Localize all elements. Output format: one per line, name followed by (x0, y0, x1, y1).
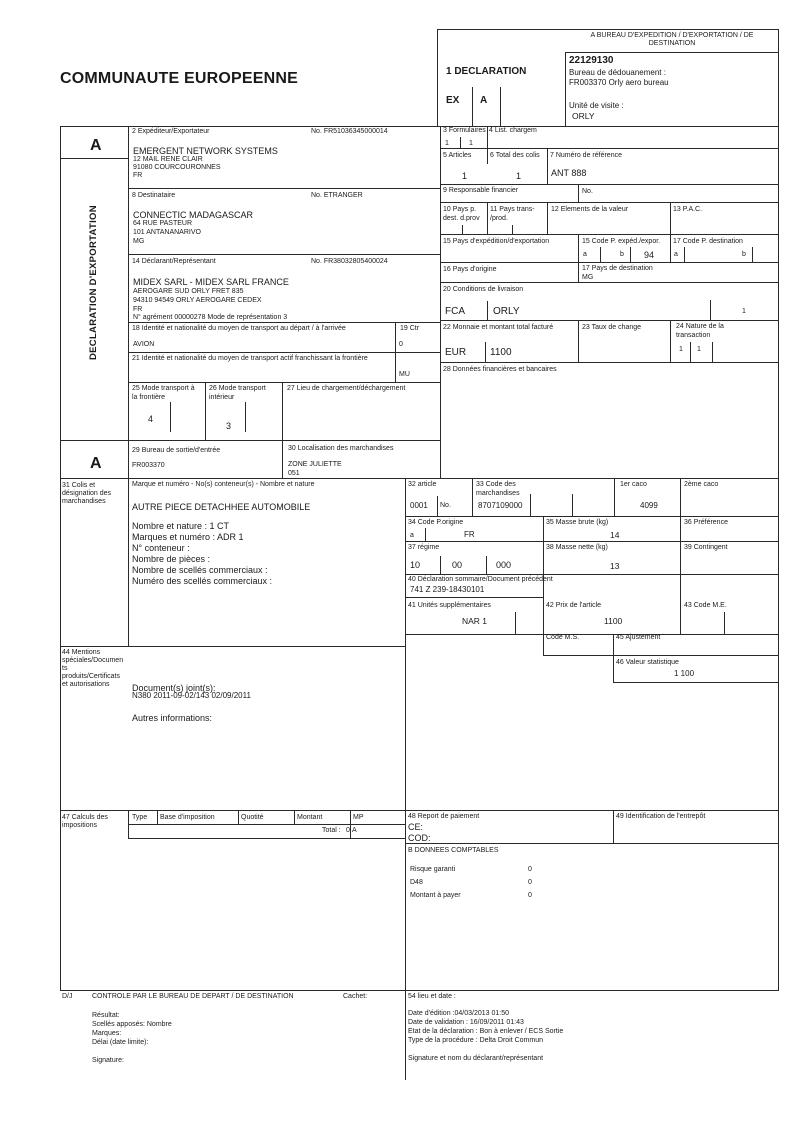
consignee-address-1: 64 RUE PASTEUR (133, 220, 192, 227)
divider (712, 342, 713, 362)
box48-cod: COD: (408, 833, 431, 843)
code-ms-label: Code M.S. (546, 634, 580, 641)
box22-amount: 1100 (490, 347, 512, 358)
divider (170, 402, 171, 432)
box3-label: 3 Formulaires (443, 127, 486, 134)
box2-label: 2 Expéditeur/Exportateur (132, 128, 210, 135)
accounting-row-3-value: 0 (528, 892, 532, 899)
exporter-address-3: FR (133, 172, 143, 179)
box37-value-3: 000 (496, 560, 512, 570)
footer-resultat: Résultat: (92, 1012, 120, 1019)
divider (437, 496, 438, 516)
divider (578, 234, 579, 282)
divider (60, 126, 779, 127)
goods-line-6: Numéro des scellés commerciaux : (132, 576, 273, 586)
declaration-status: Etat de la déclaration : Bon à enlever / ECS Sortie (408, 1028, 564, 1035)
divider (128, 352, 440, 353)
divider (60, 126, 61, 990)
validation-date: Date de validation : 16/09/2011 01:43 (408, 1019, 524, 1026)
divider (690, 342, 691, 362)
divider (578, 184, 579, 202)
accounting-row-2-value: 0 (528, 879, 532, 886)
box17-code-label: 17 Code P. destination (673, 238, 743, 245)
box3-value-1: 1 (445, 140, 449, 147)
tax-col-type: Type (132, 814, 148, 821)
divider (60, 646, 405, 647)
tax-col-mp: MP (353, 814, 364, 821)
box16-label: 16 Pays d'origine (443, 266, 497, 273)
caco-1-value: 4099 (640, 501, 658, 510)
divider (486, 556, 487, 574)
caco-1-label: 1er caco (620, 481, 647, 488)
box31-header: Marque et numéro - No(s) conteneur(s) - Nombre et nature (132, 481, 315, 488)
divider (440, 202, 778, 203)
footer-scelles: Scellés apposés: Nombre (92, 1021, 172, 1028)
box33-label-2: marchandises (476, 490, 520, 497)
exporter-name: EMERGENT NETWORK SYSTEMS (133, 146, 278, 156)
box40-label: 40 Déclaration sommaire/Document précédent (408, 576, 553, 583)
goods-line-1: Nombre et nature : 1 CT (132, 521, 230, 531)
box8-number: No. ETRANGER (311, 192, 363, 199)
box54-label: 54 lieu et date : (408, 993, 456, 1000)
footer-cachet: Cachet: (343, 993, 368, 1000)
declarant-address-2: 94310 94549 ORLY AEROGARE CEDEX (133, 297, 262, 304)
divider (500, 87, 501, 126)
transport-departure-value: AVION (133, 341, 155, 348)
box34-value: FR (464, 530, 475, 539)
divider (440, 148, 778, 149)
divider (405, 843, 779, 844)
divider (405, 516, 779, 517)
box26-value: 3 (226, 421, 232, 431)
box11-label-1: 11 Pays trans- (490, 206, 535, 213)
divider (405, 990, 406, 1080)
divider (128, 126, 129, 646)
accounting-label: B DONNEES COMPTABLES (408, 847, 499, 854)
divider (724, 612, 725, 634)
box28-label: 28 Données financières et bancaires (443, 366, 557, 373)
box25-label-2: la frontière (132, 394, 166, 401)
box44-side-2: spéciales/Documen (62, 657, 124, 664)
declaration-type-a: A (480, 95, 488, 106)
box12-label: 12 Elements de la valeur (551, 206, 629, 213)
divider (128, 824, 405, 825)
box18-label: 18 Identité et nationalité du moyen de transport au départ / à l'arrivée (132, 325, 346, 332)
divider (440, 282, 778, 283)
divider (572, 494, 573, 516)
box23-label: 23 Taux de change (582, 324, 642, 331)
divider (128, 838, 405, 839)
divider (630, 247, 631, 262)
divider (440, 126, 441, 478)
box46-label: 46 Valeur statistique (616, 659, 679, 666)
divider (440, 262, 778, 263)
box19-label: 19 Ctr (400, 325, 420, 332)
box41-label: 41 Unités supplémentaires (408, 602, 491, 609)
box37-value-2: 00 (452, 560, 463, 570)
box24-label-1: 24 Nature de la (676, 323, 724, 330)
box33-label-1: 33 Code des (476, 481, 516, 488)
box34-a: a (410, 532, 414, 539)
box43-label: 43 Code M.E. (684, 602, 727, 609)
box17-code-a: a (674, 251, 678, 258)
divider (462, 225, 463, 234)
container-value: 0 (399, 341, 403, 348)
box21-label: 21 Identité et nationalité du moyen de transport actif franchissant la frontière (132, 355, 368, 362)
divider (405, 810, 406, 990)
box8-label: 8 Destinataire (132, 192, 176, 199)
declarant-name: MIDEX SARL - MIDEX SARL FRANCE (133, 277, 289, 287)
divider (684, 247, 685, 262)
divider (613, 810, 614, 843)
goods-designation: AUTRE PIECE DETACHHEE AUTOMOBILE (132, 502, 311, 512)
divider (487, 301, 488, 320)
attached-docs-label: Document(s) joint(s): (132, 683, 216, 693)
box5-value: 1 (462, 171, 468, 181)
bureau-expedition-label: A BUREAU D'EXPEDITION / D'EXPORTATION / DE DESTINATION (590, 32, 754, 47)
declarant-signature-label: Signature et nom du déclarant/représentant (408, 1055, 544, 1062)
divider (440, 320, 778, 321)
box22-currency: EUR (445, 347, 467, 358)
divider (543, 655, 779, 656)
tax-total-suffix: A (352, 827, 357, 834)
divider (530, 494, 531, 516)
accounting-row-3-label: Montant à payer (410, 892, 461, 899)
divider (205, 382, 206, 440)
unite-visite-label: Unité de visite : (569, 101, 624, 110)
box2-number: No. FR51036345000014 (311, 128, 388, 135)
box35-label: 35 Masse brute (kg) (546, 519, 609, 526)
box47-side-1: 47 Calculs des (62, 814, 108, 821)
goods-line-5: Nombre de scellés commerciaux : (132, 565, 268, 575)
divider (752, 247, 753, 262)
box3-value-2: 1 (469, 140, 473, 147)
accounting-row-1-label: Risque garanti (410, 866, 456, 873)
box29-value: FR003370 (132, 462, 165, 469)
box24-label-2: transaction (676, 332, 711, 339)
box32-value: 0001 (410, 501, 428, 510)
divider (157, 810, 158, 824)
box26-label-1: 26 Mode transport (209, 385, 266, 392)
box11-label-2: /prod. (490, 215, 508, 222)
box42-value: 1100 (604, 616, 623, 626)
divider (472, 478, 473, 516)
divider (670, 234, 671, 262)
divider (778, 126, 779, 990)
goods-line-4: Nombre de pièces : (132, 554, 211, 564)
tax-total-label: Total : (322, 827, 341, 834)
divider (60, 990, 779, 991)
consignee-address-2: 101 ANTANANARIVO (133, 229, 201, 236)
exporter-address-2: 91080 COURCOURONNES (133, 164, 221, 171)
footer-marques: Marques: (92, 1030, 122, 1037)
box39-label: 39 Contingent (684, 544, 728, 551)
box34-label: 34 Code P.origine (408, 519, 464, 526)
box30-label: 30 Localisation des marchandises (288, 445, 394, 452)
tax-col-montant: Montant (297, 814, 323, 821)
box44-side-4: produits/Certificats (62, 673, 120, 680)
box46-value: 1 100 (674, 669, 695, 678)
exporter-address-1: 12 MAIL RENE CLAIR (133, 156, 203, 163)
divider (485, 342, 486, 362)
box7-label: 7 Numéro de référence (550, 152, 622, 159)
box20-code: 1 (742, 308, 746, 315)
divider (60, 810, 779, 811)
box9-label: 9 Responsable financier (443, 187, 519, 194)
caco-2-label: 2ème caco (684, 481, 719, 488)
box44-side-1: 44 Mentions (62, 649, 101, 656)
box15-label: 15 Pays d'expédition/d'exportation (443, 238, 550, 245)
page-title: COMMUNAUTE EUROPEENNE (60, 70, 298, 87)
tax-col-base: Base d'imposition (160, 814, 215, 821)
footer-controle: CONTROLE PAR LE BUREAU DE DEPART / DE DESTINATION (92, 993, 294, 1000)
procedure-type: Type de la procédure : Delta Droit Commun (408, 1037, 544, 1044)
other-info-label: Autres informations: (132, 713, 213, 723)
box29-label: 29 Bureau de sortie/d'entrée (132, 447, 221, 454)
declarant-agrement: N° agrément 00000278 Mode de représentation 3 (133, 314, 288, 321)
box26-label-2: intérieur (209, 394, 235, 401)
divider (547, 202, 548, 234)
consignee-name: CONNECTIC MADAGASCAR (133, 210, 254, 220)
box22-label: 22 Monnaie et montant total facturé (443, 324, 554, 331)
divider (440, 184, 778, 185)
declaration-label: 1 DECLARATION (446, 66, 527, 77)
section-letter-a: A (90, 137, 102, 154)
declarant-address-3: FR (133, 306, 143, 313)
box20-place: ORLY (493, 306, 520, 317)
divider (405, 634, 779, 635)
box41-value: NAR 1 (462, 616, 488, 626)
box32-no: No. (440, 502, 451, 509)
tax-col-quotite: Quotité (241, 814, 264, 821)
edition-date: Date d'édition :04/03/2013 01:50 (408, 1010, 509, 1017)
divider (613, 682, 779, 683)
box30-value-2: 051 (288, 470, 300, 477)
box17-code-b: b (742, 251, 746, 258)
box6-label: 6 Total des colis (490, 152, 540, 159)
divider (437, 29, 779, 30)
divider (128, 382, 440, 383)
box31-side-2: désignation des (62, 490, 112, 497)
divider (60, 440, 440, 441)
divider (60, 478, 779, 479)
divider (600, 247, 601, 262)
divider (614, 478, 615, 516)
divider (472, 87, 473, 126)
divider (613, 634, 614, 682)
box15-code-a: a (583, 251, 587, 258)
box32-label: 32 article (408, 481, 437, 488)
box4-label: 4 List. chargem (489, 127, 537, 134)
divider (425, 528, 426, 541)
divider (547, 148, 548, 184)
box7-value: ANT 888 (551, 168, 587, 178)
divider (238, 810, 239, 824)
box25-label-1: 25 Mode transport à (132, 385, 195, 392)
divider (440, 234, 778, 235)
box36-label: 36 Préférence (684, 519, 728, 526)
unite-visite-value: ORLY (572, 111, 595, 121)
vertical-section-label: DECLARATION D'EXPORTATION (88, 205, 99, 360)
box17-label: 17 Pays de destination (582, 265, 653, 272)
box47-side-2: impositions (62, 822, 98, 829)
box27-label: 27 Lieu de chargement/déchargement (287, 385, 406, 392)
box17-value: MG (582, 274, 594, 281)
box40-value: 741 Z 239-18430101 (410, 585, 485, 594)
divider (405, 597, 543, 598)
divider (460, 137, 461, 148)
box20-label: 20 Conditions de livraison (443, 286, 524, 293)
divider (578, 320, 579, 362)
divider (565, 52, 566, 126)
divider (405, 574, 779, 575)
footer-dj: D/J (62, 993, 73, 1000)
divider (487, 126, 488, 164)
goods-line-3: N° conteneur : (132, 543, 190, 553)
box15-code-b: b (620, 251, 624, 258)
divider (440, 556, 441, 574)
divider (512, 225, 513, 234)
footer-delai: Délai (date limite): (92, 1039, 149, 1046)
box6-value: 1 (516, 171, 522, 181)
divider (680, 516, 681, 634)
divider (405, 541, 779, 542)
divider (487, 202, 488, 234)
box24-value-2: 1 (697, 346, 701, 353)
box5-label: 5 Articles (443, 152, 472, 159)
declarant-address-1: AEROGARE SUD ORLY FRET 835 (133, 288, 244, 295)
box10-label-1: 10 Pays p. (443, 206, 477, 213)
declaration-number: 22129130 (569, 55, 614, 66)
divider (778, 29, 779, 126)
divider (440, 362, 778, 363)
divider (128, 254, 440, 255)
box31-side-1: 31 Colis et (62, 482, 96, 489)
box24-value-1: 1 (679, 346, 683, 353)
divider (282, 382, 283, 478)
section-letter-a-office: A (90, 455, 102, 472)
box48-label: 48 Report de paiement (408, 813, 480, 820)
divider (60, 158, 128, 159)
divider (670, 202, 671, 234)
box37-value-1: 10 (410, 560, 421, 570)
divider (245, 402, 246, 432)
declaration-type-ex: EX (446, 95, 460, 106)
accounting-row-2-label: D48 (410, 879, 423, 886)
box14-label: 14 Déclarant/Représentant (132, 258, 216, 265)
divider (710, 300, 711, 320)
box33-value: 8707109000 (478, 501, 523, 510)
box44-side-3: ts (62, 665, 68, 672)
box37-label: 37 régime (408, 544, 440, 551)
attached-docs-value: N380 2011-09-02/143 02/09/2011 (132, 691, 251, 700)
goods-line-2: Marques et numéro : ADR 1 (132, 532, 244, 542)
box45-label: 45 Ajustement (616, 634, 661, 641)
divider (437, 29, 438, 126)
divider (680, 478, 681, 516)
box9-number: No. (582, 188, 593, 195)
box48-ce: CE: (408, 822, 424, 832)
divider (565, 52, 779, 53)
box35-value: 14 (610, 530, 620, 540)
box25-value: 4 (148, 414, 154, 424)
footer-signature: Signature: (92, 1057, 124, 1064)
box44-side-5: et autorisations (62, 681, 110, 688)
divider (128, 188, 440, 189)
divider (515, 612, 516, 634)
consignee-address-3: MG (133, 238, 145, 245)
box38-value: 13 (610, 561, 620, 571)
box13-label: 13 P.A.C. (673, 206, 703, 213)
tax-total-value: 0 (346, 827, 350, 834)
box21-value: MU (399, 371, 410, 378)
divider (405, 478, 406, 810)
box20-incoterm: FCA (445, 306, 465, 317)
box31-side-3: marchandises (62, 498, 106, 505)
box10-label-2: dest. d.prov (443, 215, 480, 222)
box15-code-label: 15 Code P. expéd./expor. (582, 238, 661, 245)
box30-value-1: ZONE JULIETTE (288, 461, 342, 468)
bureau-dedouanement-value: FR003370 Orly aero bureau (569, 78, 669, 87)
divider (294, 810, 295, 824)
box42-label: 42 Prix de l'article (546, 602, 602, 609)
bureau-dedouanement-label: Bureau de dédouanement : (569, 68, 666, 77)
divider (128, 322, 440, 323)
box14-number: No. FR38032805400024 (311, 258, 388, 265)
box49-label: 49 Identification de l'entrepôt (616, 813, 706, 820)
box38-label: 38 Masse nette (kg) (546, 544, 608, 551)
divider (670, 320, 671, 362)
accounting-row-1-value: 0 (528, 866, 532, 873)
box15-code-value: 94 (644, 250, 655, 260)
